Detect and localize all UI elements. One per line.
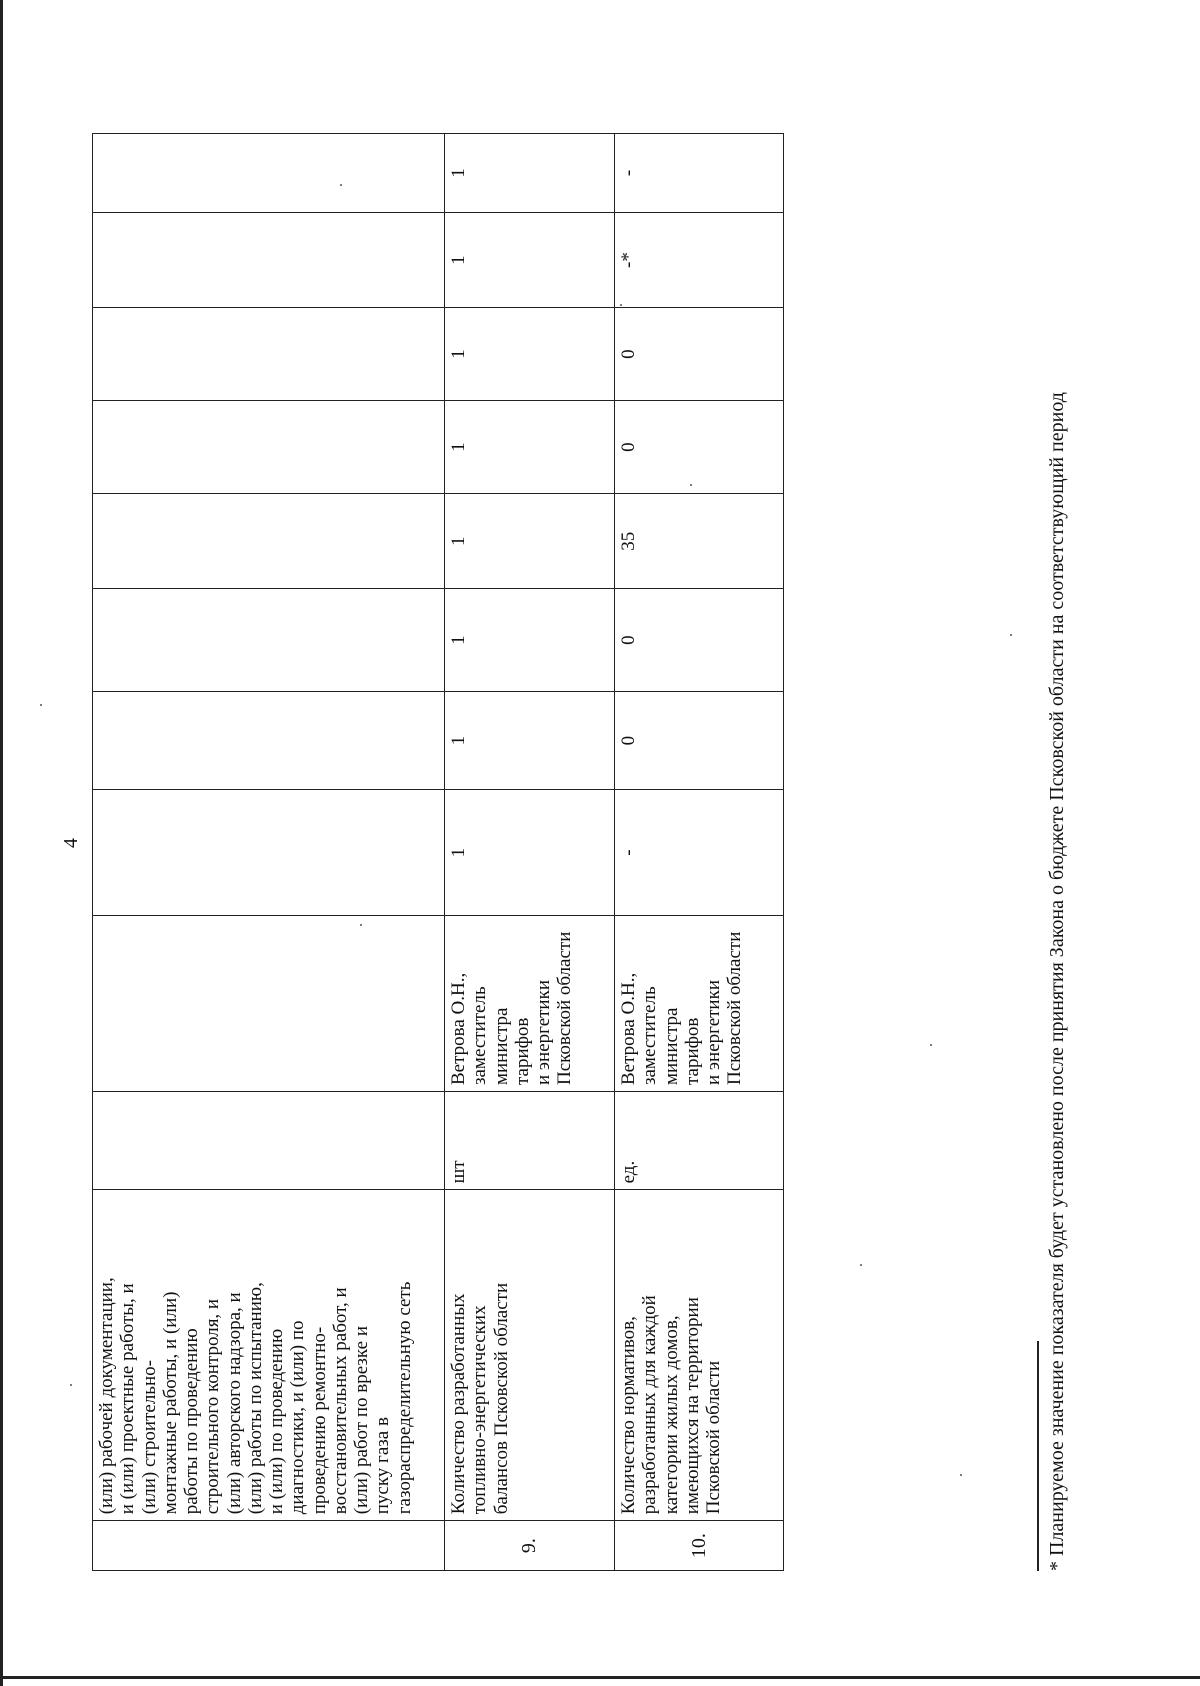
cell-line: имеющихся на территории xyxy=(681,1297,703,1515)
cell-line: разработанных для каждой xyxy=(639,1295,661,1515)
unit-cell: ед. xyxy=(615,1092,784,1190)
indicator-name xyxy=(445,1190,615,1521)
cell-line: Ветрова О.Н., xyxy=(618,972,639,1086)
cell-line: (или) авторского надзора, и xyxy=(223,1292,245,1515)
footnote-rule xyxy=(1037,1341,1039,1571)
responsible-cell xyxy=(615,915,784,1091)
cell-line: (или) строительно- xyxy=(138,1360,160,1515)
value-cell xyxy=(93,213,445,308)
cell-line: Ветрова О.Н., xyxy=(448,972,469,1086)
cell-line: и (или) по проведению xyxy=(266,1328,288,1515)
row-index: 9. xyxy=(445,1521,615,1571)
cell-line: заместитель xyxy=(469,986,491,1086)
cell-line: заместитель xyxy=(639,986,661,1086)
cell-line: и (или) проектные работы, и xyxy=(117,1283,139,1515)
responsible-cell xyxy=(445,915,615,1091)
cell-line: и энергетики xyxy=(703,979,725,1086)
cell-line: монтажные работы, и (или) xyxy=(159,1291,181,1515)
cell-line: Псковской области xyxy=(724,931,746,1086)
indicator-name xyxy=(93,1190,445,1521)
cell-line: строительного контроля, и xyxy=(202,1298,224,1515)
cell-line: тарифов xyxy=(681,1017,703,1086)
cell-line: пуску газа в xyxy=(372,1417,394,1515)
cell-line: работы по проведению xyxy=(181,1328,203,1515)
cell-line: газораспределительную сеть xyxy=(393,1281,415,1515)
cell-line: топливно-энергетических xyxy=(469,1305,491,1515)
row-index: 10. xyxy=(615,1521,784,1571)
footnote: * Планируемое значение показателя будет установлено после принятия Закона о бюджете Псковской области на соответствующий период xyxy=(1046,392,1068,1571)
cell-line: проведению ремонтно- xyxy=(308,1326,330,1515)
unit-cell xyxy=(93,1092,445,1190)
cell-line: тарифов xyxy=(511,1017,533,1086)
cell-line: и энергетики xyxy=(533,979,555,1086)
cell-line: (или) работы по испытанию, xyxy=(244,1282,266,1515)
row-index xyxy=(93,1521,445,1571)
value-cell: 0 xyxy=(615,308,784,401)
cell-line: балансов Псковской области xyxy=(490,1282,512,1515)
cell-line: министра xyxy=(490,1007,512,1086)
value-cell xyxy=(93,401,445,494)
cell-line: восстановительных работ, и xyxy=(329,1287,351,1515)
value-cell: 1 xyxy=(445,691,615,789)
value-cell xyxy=(93,790,445,915)
value-cell xyxy=(93,691,445,789)
value-cell: 1 xyxy=(445,213,615,308)
table-body xyxy=(93,134,784,1571)
cell-line: Псковской области xyxy=(554,931,576,1086)
value-cell xyxy=(93,308,445,401)
unit-cell: шт xyxy=(445,1092,615,1190)
value-cell: 1 xyxy=(445,308,615,401)
value-cell: 1 xyxy=(445,790,615,915)
value-cell: 0 xyxy=(615,589,784,692)
cell-line: диагностики, и (или) по xyxy=(287,1320,309,1515)
cell-line: категории жилых домов, xyxy=(660,1315,682,1515)
table-row xyxy=(93,134,445,1571)
value-cell: -* xyxy=(615,213,784,308)
cell-line: Количество нормативов, xyxy=(618,1316,639,1515)
value-cell: - xyxy=(615,134,784,213)
value-cell: 0 xyxy=(615,401,784,494)
table-row xyxy=(615,134,784,1571)
cell-line: Количество разработанных xyxy=(448,1293,469,1515)
indicators-table xyxy=(92,133,784,1571)
table-row xyxy=(445,134,615,1571)
cell-line: Псковской области xyxy=(703,1360,725,1515)
value-cell: - xyxy=(615,790,784,915)
value-cell xyxy=(93,589,445,692)
cell-line: (или) рабочей документации, xyxy=(96,1277,117,1515)
value-cell: 1 xyxy=(445,589,615,692)
value-cell xyxy=(93,134,445,213)
cell-line: министра xyxy=(660,1007,682,1086)
cell-line: (или) работ по врезке и xyxy=(351,1325,373,1515)
value-cell: 1 xyxy=(445,401,615,494)
value-cell: 1 xyxy=(445,494,615,589)
indicator-name xyxy=(615,1190,784,1521)
value-cell: 0 xyxy=(615,691,784,789)
value-cell xyxy=(93,494,445,589)
value-cell: 35 xyxy=(615,494,784,589)
page-number: 4 xyxy=(60,838,82,848)
value-cell: 1 xyxy=(445,134,615,213)
responsible-cell xyxy=(93,915,445,1091)
